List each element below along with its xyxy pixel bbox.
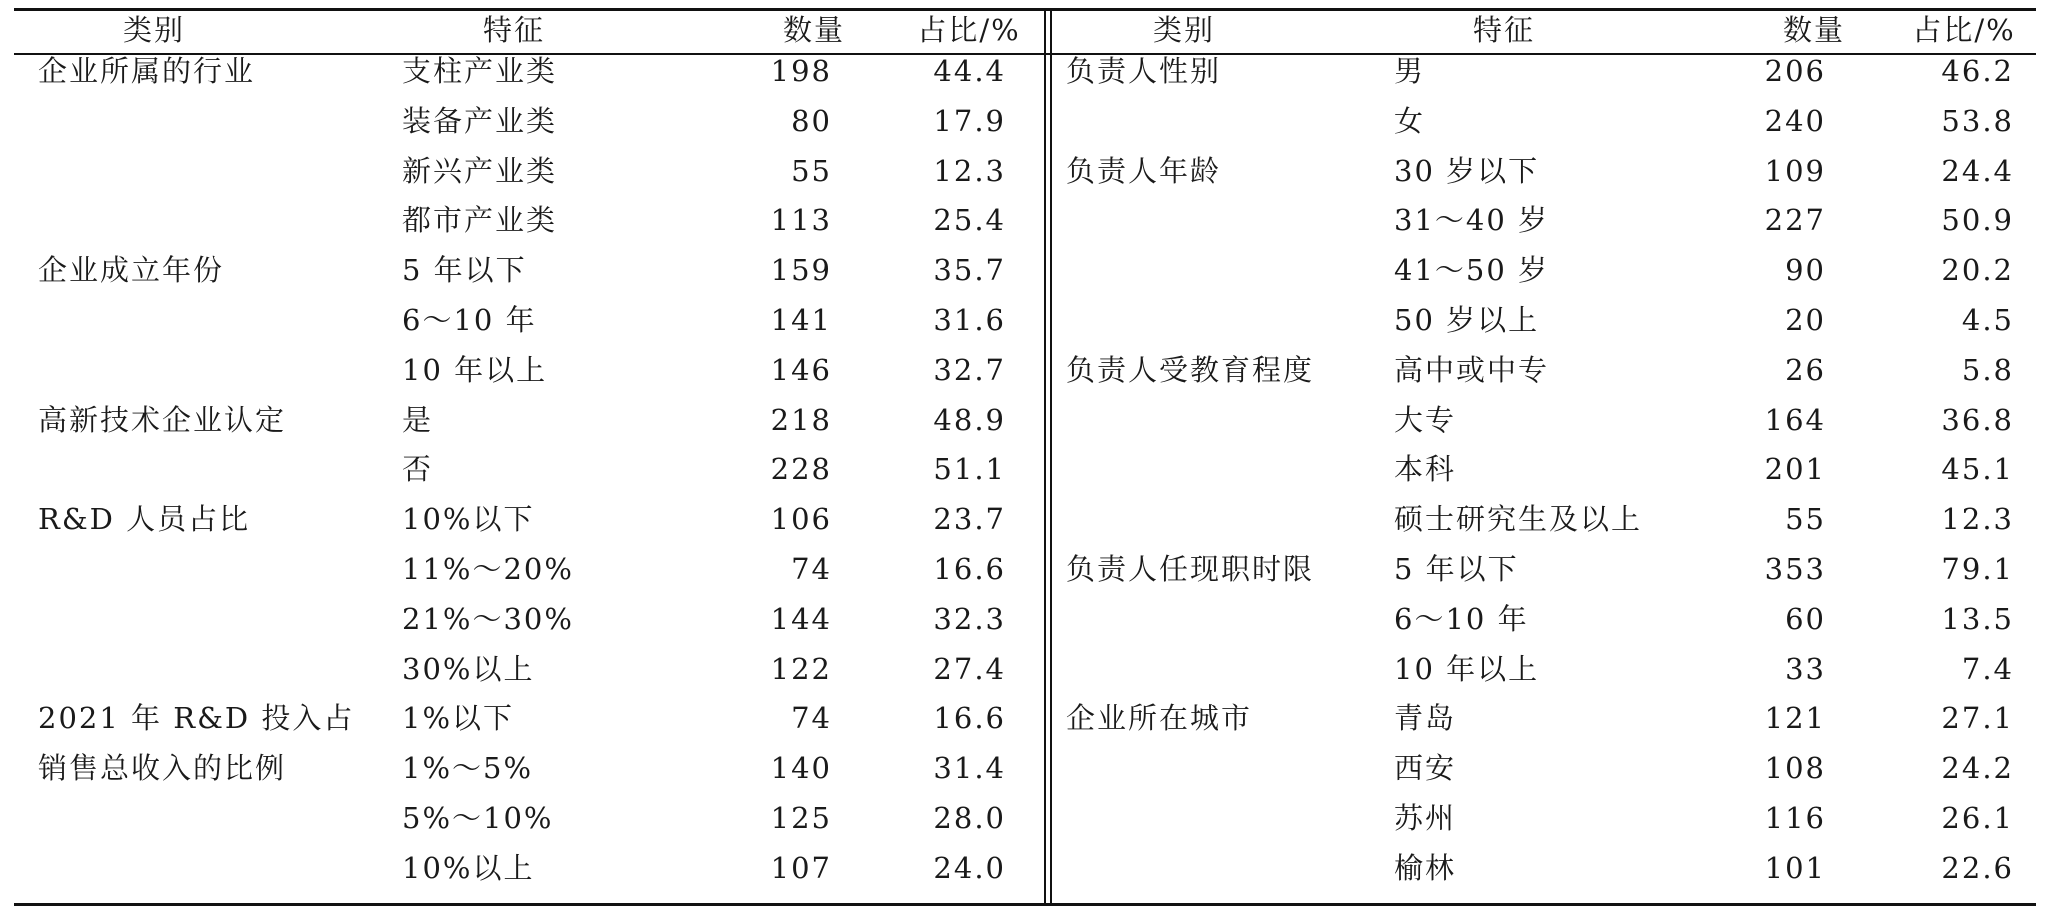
- right-cell-category: [1066, 245, 1366, 295]
- right-cell-count: 116: [1764, 801, 1826, 835]
- left-cell-percent: 25.4: [933, 203, 1006, 238]
- left-cell-category: 销售总收入的比例: [38, 751, 287, 786]
- right-cell-count: 164: [1764, 402, 1826, 437]
- right-cell-feature: 男: [1394, 54, 1426, 88]
- right-cell-percent: 26.1: [1941, 801, 2014, 835]
- right-cell-category: [1066, 395, 1366, 445]
- left-cell-percent: 23.7: [933, 502, 1006, 537]
- right-cell-count: 353: [1764, 552, 1826, 586]
- left-cell-category: [38, 345, 378, 395]
- right-cell-count: 26: [1785, 352, 1826, 387]
- right-cell-category: 负责人任现职时限: [1066, 552, 1315, 586]
- right-cell-count: 101: [1764, 850, 1826, 885]
- center-divider-left: [1044, 8, 1046, 906]
- right-cell-percent: 53.8: [1941, 103, 2014, 138]
- left-cell-count: 80: [791, 103, 832, 138]
- left-cell-feature: 5 年以下: [402, 253, 527, 288]
- left-cell-category: 2021 年 R&D 投入占: [38, 701, 355, 736]
- right-cell-category: [1066, 594, 1366, 644]
- left-cell-feature: 21%～30%: [402, 601, 574, 636]
- left-cell-feature: 都市产业类: [402, 203, 558, 238]
- right-cell-percent: 24.4: [1941, 153, 2014, 188]
- right-cell-feature: 50 岁以上: [1394, 303, 1540, 337]
- right-cell-feature: 31～40 岁: [1394, 203, 1550, 238]
- left-cell-feature: 10%以上: [402, 850, 535, 885]
- right-cell-feature: 10 年以上: [1394, 651, 1540, 686]
- right-cell-category: 负责人受教育程度: [1066, 352, 1315, 387]
- left-cell-category: [38, 96, 378, 146]
- left-cell-count: 146: [770, 352, 832, 387]
- right-cell-category: [1066, 644, 1366, 694]
- left-cell-count: 198: [770, 54, 832, 88]
- left-cell-count: 107: [770, 850, 832, 885]
- left-cell-feature: 否: [402, 452, 434, 487]
- left-cell-feature: 支柱产业类: [402, 54, 558, 88]
- right-cell-count: 109: [1764, 153, 1826, 188]
- right-cell-feature: 5 年以下: [1394, 552, 1519, 586]
- left-cell-percent: 32.7: [933, 352, 1006, 387]
- left-cell-count: 159: [770, 253, 832, 288]
- left-cell-count: 74: [791, 552, 832, 586]
- left-cell-feature: 30%以上: [402, 651, 535, 686]
- right-cell-count: 201: [1764, 452, 1826, 487]
- right-cell-percent: 12.3: [1941, 502, 2014, 537]
- left-cell-count: 55: [791, 153, 832, 188]
- left-cell-count: 106: [770, 502, 832, 537]
- left-cell-percent: 48.9: [933, 402, 1006, 437]
- right-cell-percent: 79.1: [1941, 552, 2014, 586]
- right-cell-count: 108: [1764, 751, 1826, 786]
- left-cell-count: 228: [770, 452, 832, 487]
- left-cell-category: 企业成立年份: [38, 253, 225, 288]
- right-cell-percent: 50.9: [1941, 203, 2014, 238]
- right-cell-category: 负责人年龄: [1066, 153, 1222, 188]
- left-header-percent: 占比/%: [917, 13, 1021, 47]
- right-cell-category: 企业所在城市: [1066, 701, 1253, 736]
- right-cell-percent: 24.2: [1941, 751, 2014, 786]
- right-cell-category: [1066, 444, 1366, 494]
- left-cell-category: [38, 544, 378, 594]
- right-header-percent: 占比/%: [1912, 13, 2016, 47]
- right-cell-feature: 6～10 年: [1394, 601, 1529, 636]
- right-cell-category: [1066, 494, 1366, 544]
- left-cell-percent: 17.9: [933, 103, 1006, 138]
- left-cell-percent: 24.0: [933, 850, 1006, 885]
- left-cell-percent: 16.6: [933, 552, 1006, 586]
- left-cell-percent: 27.4: [933, 651, 1006, 686]
- right-cell-feature: 高中或中专: [1394, 352, 1550, 387]
- right-cell-count: 33: [1785, 651, 1826, 686]
- left-cell-feature: 11%～20%: [402, 552, 574, 586]
- left-cell-category: [38, 195, 378, 245]
- left-cell-feature: 6～10 年: [402, 303, 537, 337]
- right-cell-category: [1066, 843, 1366, 893]
- left-cell-percent: 35.7: [933, 253, 1006, 288]
- right-cell-feature: 大专: [1394, 402, 1457, 437]
- left-cell-feature: 5%～10%: [402, 801, 554, 835]
- left-cell-feature: 1%～5%: [402, 751, 534, 786]
- right-cell-percent: 46.2: [1941, 54, 2014, 88]
- right-header-category: 类别: [1152, 13, 1215, 47]
- left-cell-category: [38, 644, 378, 694]
- left-cell-feature: 是: [402, 402, 434, 437]
- right-cell-count: 55: [1785, 502, 1826, 537]
- left-cell-percent: 31.4: [933, 751, 1006, 786]
- right-cell-percent: 7.4: [1961, 651, 2014, 686]
- left-cell-feature: 10%以下: [402, 502, 535, 537]
- right-cell-category: 负责人性别: [1066, 54, 1222, 88]
- left-cell-count: 122: [770, 651, 832, 686]
- right-header-count: 数量: [1782, 13, 1845, 47]
- right-cell-count: 20: [1785, 303, 1826, 337]
- center-divider-right: [1050, 8, 1052, 906]
- right-cell-category: [1066, 793, 1366, 843]
- right-cell-feature: 苏州: [1394, 801, 1457, 835]
- left-cell-category: 高新技术企业认定: [38, 402, 287, 437]
- left-cell-count: 144: [770, 601, 832, 636]
- left-cell-count: 74: [791, 701, 832, 736]
- right-cell-feature: 硕士研究生及以上: [1394, 502, 1643, 537]
- right-cell-count: 90: [1785, 253, 1826, 288]
- right-cell-percent: 5.8: [1961, 352, 2014, 387]
- right-cell-count: 60: [1785, 601, 1826, 636]
- left-cell-percent: 12.3: [933, 153, 1006, 188]
- statistics-table: [14, 8, 2036, 906]
- left-cell-category: [38, 295, 378, 345]
- left-cell-count: 140: [770, 751, 832, 786]
- left-cell-percent: 31.6: [933, 303, 1006, 337]
- right-cell-category: [1066, 195, 1366, 245]
- left-cell-percent: 44.4: [933, 54, 1006, 88]
- right-cell-count: 121: [1764, 701, 1826, 736]
- right-cell-feature: 女: [1394, 103, 1426, 138]
- left-cell-category: R&D 人员占比: [38, 502, 251, 537]
- right-cell-feature: 41～50 岁: [1394, 253, 1550, 288]
- left-cell-count: 113: [770, 203, 832, 238]
- left-cell-feature: 新兴产业类: [402, 153, 558, 188]
- right-cell-percent: 4.5: [1961, 303, 2014, 337]
- left-header-feature: 特征: [482, 13, 545, 47]
- right-cell-count: 227: [1764, 203, 1826, 238]
- right-cell-feature: 本科: [1394, 452, 1457, 487]
- left-cell-category: [38, 146, 378, 196]
- left-cell-percent: 28.0: [933, 801, 1006, 835]
- right-cell-count: 206: [1764, 54, 1826, 88]
- left-cell-count: 125: [770, 801, 832, 835]
- left-cell-category: [38, 594, 378, 644]
- right-cell-category: [1066, 295, 1366, 345]
- left-cell-feature: 10 年以上: [402, 352, 548, 387]
- right-cell-percent: 36.8: [1941, 402, 2014, 437]
- left-cell-feature: 1%以下: [402, 701, 515, 736]
- right-cell-percent: 45.1: [1941, 452, 2014, 487]
- right-header-feature: 特征: [1472, 13, 1535, 47]
- right-cell-percent: 27.1: [1941, 701, 2014, 736]
- right-cell-percent: 20.2: [1941, 253, 2014, 288]
- left-cell-feature: 装备产业类: [402, 103, 558, 138]
- right-cell-feature: 西安: [1394, 751, 1457, 786]
- left-header-count: 数量: [782, 13, 845, 47]
- left-cell-percent: 51.1: [933, 452, 1006, 487]
- right-cell-percent: 22.6: [1941, 850, 2014, 885]
- right-cell-percent: 13.5: [1941, 601, 2014, 636]
- left-cell-count: 218: [770, 402, 832, 437]
- right-cell-count: 240: [1764, 103, 1826, 138]
- right-cell-feature: 青岛: [1394, 701, 1457, 736]
- left-cell-percent: 16.6: [933, 701, 1006, 736]
- left-cell-category: 企业所属的行业: [38, 54, 256, 88]
- left-cell-category: [38, 843, 378, 893]
- left-header-category: 类别: [122, 13, 185, 47]
- right-cell-feature: 榆林: [1394, 850, 1457, 885]
- left-cell-category: [38, 793, 378, 843]
- bottom-rule: [14, 903, 2036, 906]
- left-cell-category: [38, 444, 378, 494]
- right-cell-category: [1066, 96, 1366, 146]
- right-cell-category: [1066, 743, 1366, 793]
- left-cell-percent: 32.3: [933, 601, 1006, 636]
- right-cell-feature: 30 岁以下: [1394, 153, 1540, 188]
- left-cell-count: 141: [770, 303, 832, 337]
